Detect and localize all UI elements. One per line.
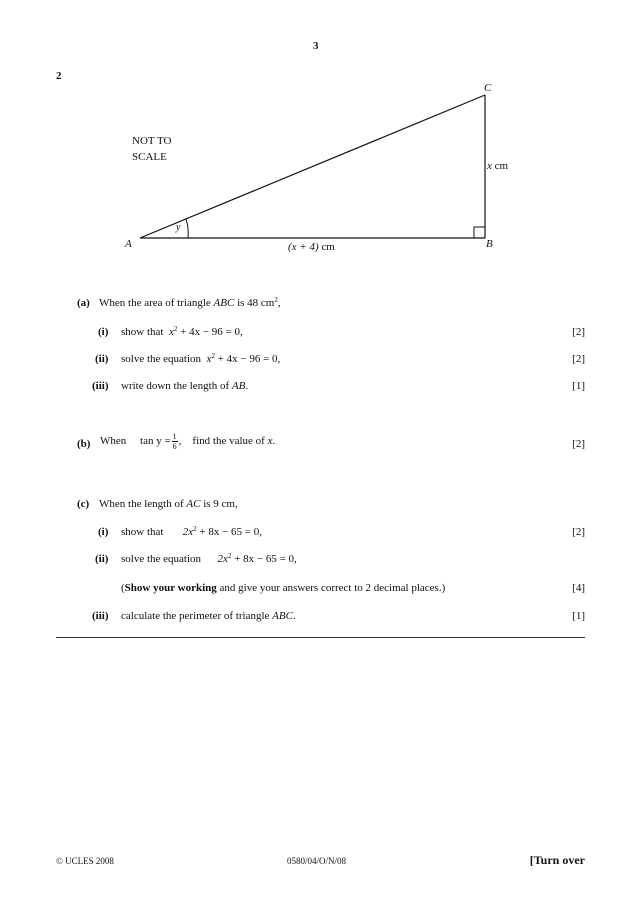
- side-bc-variable: x: [487, 160, 492, 172]
- part-c-ii-label: (ii): [95, 553, 109, 565]
- page-number: 3: [313, 40, 319, 52]
- part-b-frac-den: 6: [172, 442, 177, 451]
- part-a-ii-eq-rest: + 4x − 96 = 0,: [214, 353, 281, 365]
- part-a-i-eq-var: x: [168, 326, 174, 338]
- part-c-label: (c): [77, 498, 90, 510]
- part-a-ii-marks: [2]: [572, 353, 585, 365]
- side-ab-unit: cm: [321, 241, 335, 253]
- part-b-comma: ,: [178, 435, 182, 448]
- part-a-ii-eq-var: x: [206, 353, 212, 365]
- part-a-iii-prefix: write down the length of: [121, 380, 230, 392]
- part-c-ii-note-open: (: [121, 582, 125, 594]
- side-bc-unit: cm: [494, 160, 509, 172]
- part-a-i-label: (i): [98, 326, 109, 338]
- angle-y-arc: [186, 219, 188, 238]
- part-a-stem-end: ,: [277, 297, 281, 309]
- part-c-iii-label: (iii): [92, 610, 109, 622]
- part-c-i-marks: [2]: [572, 526, 585, 538]
- vertex-label-a: A: [125, 238, 132, 250]
- part-b-label: (b): [77, 438, 91, 450]
- part-a-stem-prefix: When the area of triangle: [99, 297, 211, 309]
- part-c-i-text: [121, 526, 262, 538]
- footer-copyright: © UCLES 2008: [56, 856, 114, 866]
- part-c-ii-eq-rest: + 8x − 65 = 0,: [231, 553, 297, 565]
- part-c-stem-var: AC: [186, 498, 201, 510]
- right-angle-marker: [474, 227, 485, 238]
- footer-turn-over: [Turn over: [529, 853, 585, 867]
- part-a-stem-triangle: ABC: [213, 297, 235, 309]
- part-b-tan: tan y =: [140, 435, 171, 448]
- part-c-iii-text: [121, 610, 296, 622]
- part-a-i-eq-sup: 2: [173, 325, 178, 333]
- part-c-ii-note: [121, 582, 445, 594]
- part-c-iii-prefix: calculate the perimeter of triangle: [121, 610, 270, 622]
- part-c-ii-text: [121, 553, 297, 565]
- side-ac: [140, 95, 485, 238]
- part-b-text: [100, 432, 275, 451]
- part-a-stem-suffix: is 48 cm: [237, 297, 275, 309]
- side-ab-expression: (x + 4): [288, 241, 319, 253]
- part-c-i-label: (i): [98, 526, 109, 538]
- part-b-when: When: [100, 435, 127, 448]
- part-a-iii-var: AB: [231, 380, 246, 392]
- side-label-bc: [487, 160, 508, 172]
- part-a-ii-prefix: solve the equation: [121, 353, 202, 365]
- part-c-i-eq-rest: + 8x − 65 = 0,: [196, 526, 262, 538]
- part-c-ii-prefix: solve the equation: [121, 553, 202, 565]
- part-a-iii-label: (iii): [92, 380, 109, 392]
- part-c-i-eq-var: 2x: [182, 526, 194, 538]
- part-b-find: find the value of: [192, 435, 265, 448]
- part-a-i-text: [121, 326, 243, 338]
- part-a-ii-eq-sup: 2: [211, 352, 215, 360]
- part-a-label: (a): [77, 297, 90, 309]
- angle-label-y: y: [176, 222, 181, 233]
- part-a-i-eq-rest: + 4x − 96 = 0,: [177, 326, 243, 338]
- part-a-stem-sup: 2: [274, 296, 278, 304]
- part-b-frac-num: 1: [172, 432, 177, 441]
- part-c-ii-eq-var: 2x: [217, 553, 228, 565]
- part-b-fraction: [172, 432, 178, 451]
- part-c-iii-var: ABC: [272, 610, 293, 622]
- part-a-iii-end: .: [245, 380, 249, 392]
- part-c-ii-note-rest: and give your answers correct to 2 decimal places.): [216, 582, 446, 594]
- part-b-marks: [2]: [572, 438, 585, 450]
- part-c-ii-eq-sup: 2: [227, 552, 232, 560]
- part-a-stem: [99, 297, 281, 309]
- part-b-find-var: x: [267, 435, 273, 448]
- part-a-i-marks: [2]: [572, 326, 585, 338]
- vertex-label-b: B: [486, 238, 493, 250]
- part-a-iii-text: [121, 380, 248, 392]
- question-end-rule: [56, 637, 585, 638]
- part-c-iii-end: .: [292, 610, 296, 622]
- part-c-i-eq-sup: 2: [193, 525, 197, 533]
- part-b-find-end: .: [272, 435, 276, 448]
- vertex-label-c: C: [484, 82, 492, 94]
- not-to-scale-line1: NOT TO: [132, 135, 172, 147]
- part-c-i-prefix: show that: [121, 526, 164, 538]
- part-c-stem-prefix: When the length of: [99, 498, 184, 510]
- footer-code: 0580/04/O/N/08: [287, 856, 347, 866]
- part-c-ii-note-bold: Show your working: [124, 582, 217, 594]
- part-a-ii-label: (ii): [95, 353, 109, 365]
- question-number: 2: [56, 70, 62, 82]
- not-to-scale-line2: SCALE: [132, 151, 167, 163]
- part-a-i-prefix: show that: [121, 326, 164, 338]
- part-c-stem-suffix: is 9 cm,: [203, 498, 238, 510]
- side-label-ab: [288, 241, 335, 253]
- part-c-stem: [99, 498, 238, 510]
- part-a-ii-text: [121, 353, 280, 365]
- part-c-iii-marks: [1]: [572, 610, 585, 622]
- part-c-ii-marks: [4]: [572, 582, 585, 594]
- part-a-iii-marks: [1]: [572, 380, 585, 392]
